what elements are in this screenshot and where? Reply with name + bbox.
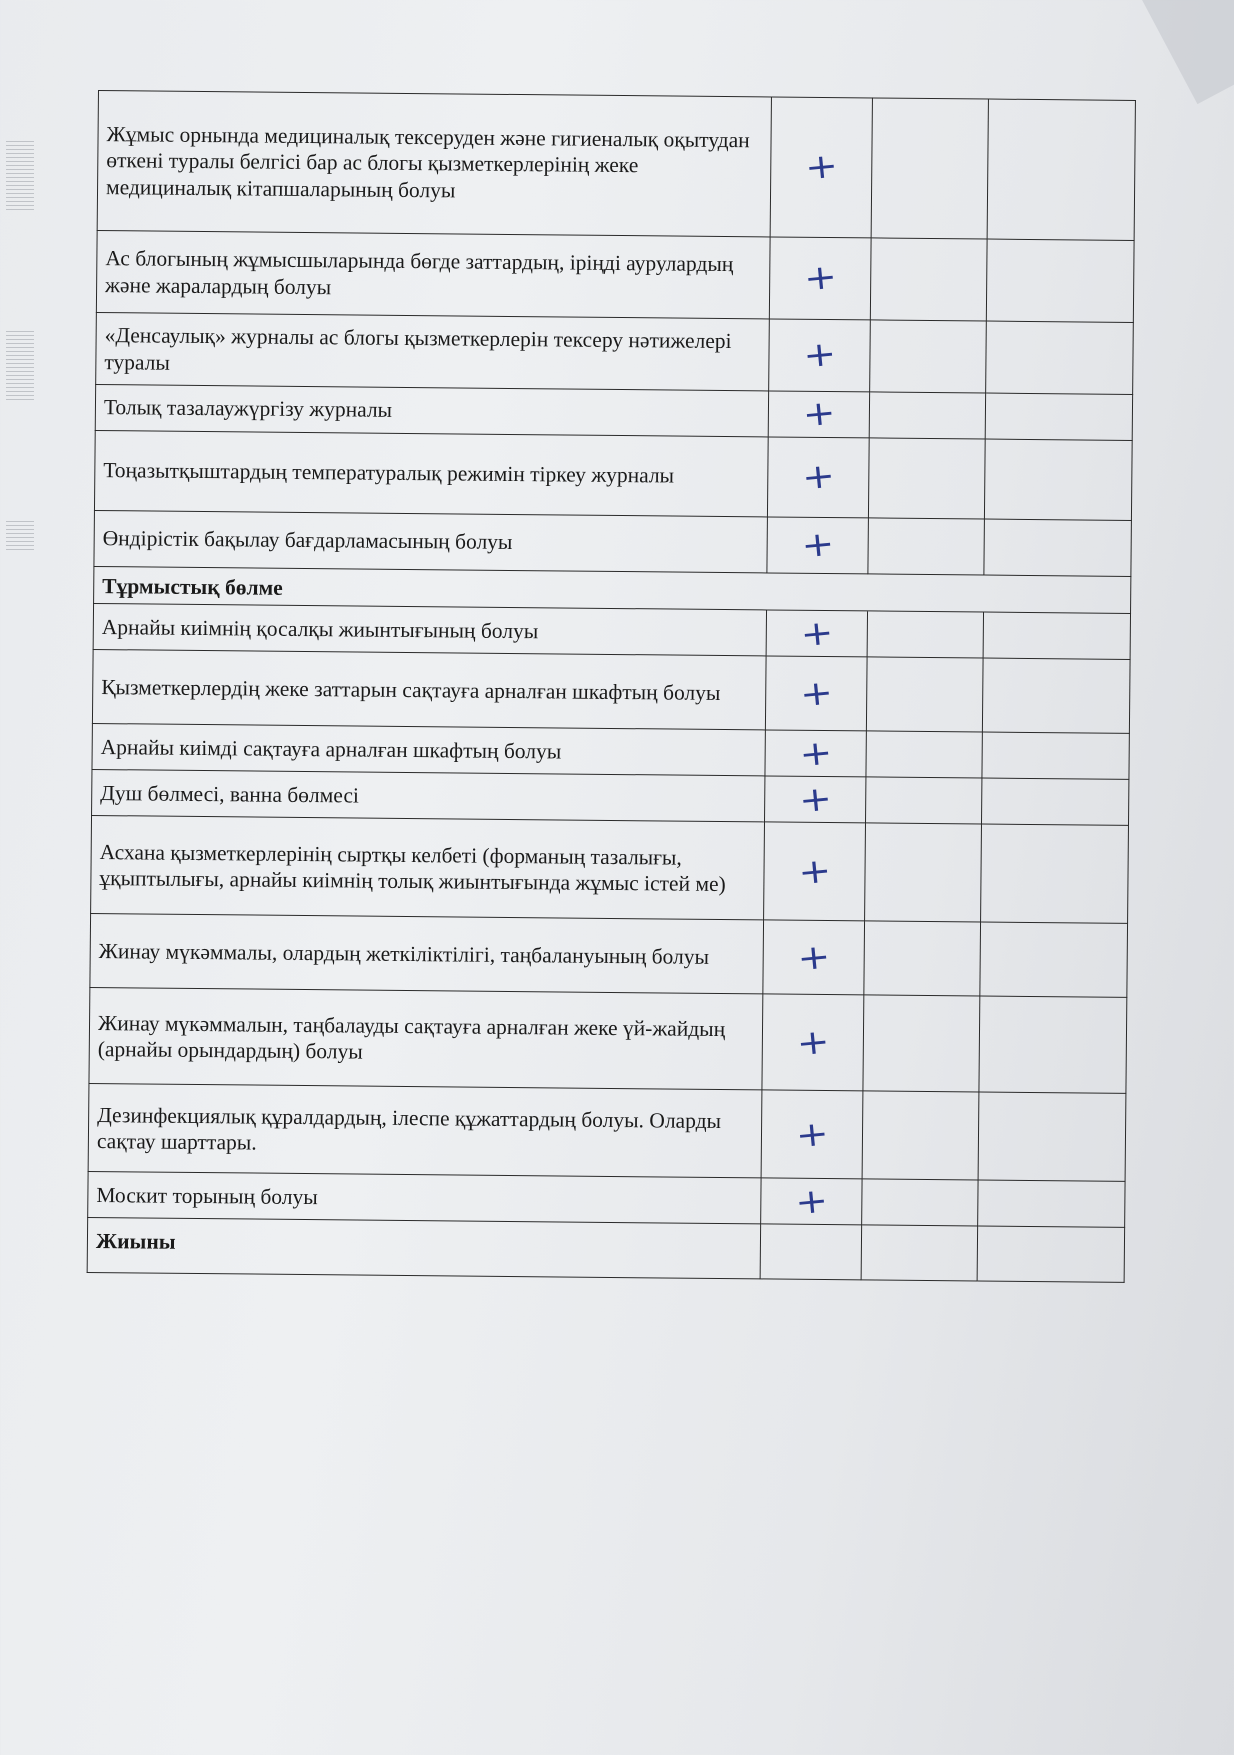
item-text: Дезинфекциялық құралдардың, ілеспе құжаттардың болуы. Оларды сақтау шарттары. — [88, 1084, 761, 1178]
item-text: Арнайы киімнің қосалқы жиынтығының болуы — [93, 604, 766, 656]
margin-binding-mark — [6, 520, 34, 550]
total-row — [87, 1218, 1124, 1283]
mark-cell — [769, 237, 871, 320]
empty-cell — [985, 439, 1133, 520]
item-text: Жинау мүкәммалы, олардың жеткіліктілігі, таңбалануының болуы — [90, 914, 763, 994]
empty-cell — [862, 1091, 979, 1180]
empty-cell — [978, 1092, 1126, 1181]
item-text: «Денсаулық» журналы ас блогы қызметкерлерін тексеру нәтижелері туралы — [96, 312, 769, 390]
table-row — [96, 312, 1134, 394]
item-text: Тоңазытқыштардың температуралық режимін тіркеу журналы — [94, 430, 767, 516]
empty-cell — [979, 996, 1127, 1093]
empty-cell — [871, 98, 988, 239]
plus-mark: + — [801, 256, 839, 300]
item-text: Жұмыс орнында медициналық тексеруден және гигиеналық оқытудан өткені туралы белгісі бар ас блогы қызметкерлерінің жеке медициналық кітапшаларының болуы — [97, 91, 771, 237]
margin-binding-mark — [6, 140, 34, 210]
mark-cell — [761, 994, 864, 1091]
item-text: Жинау мүкәммалын, таңбалауды сақтауға арналған жеке үй-жайдың (арнайы орындардың) болуы — [89, 988, 762, 1090]
empty-cell — [864, 921, 981, 996]
table-row — [89, 988, 1127, 1094]
plus-mark: + — [796, 778, 834, 821]
section-title: Тұрмыстық бөлме — [94, 566, 767, 610]
empty-cell — [869, 438, 986, 519]
empty-cell — [865, 823, 982, 922]
table-row — [96, 230, 1134, 322]
empty-cell — [867, 611, 983, 658]
mark-cell — [766, 610, 868, 657]
empty-cell — [983, 658, 1131, 733]
empty-cell — [982, 778, 1129, 825]
item-text: Москит торының болуы — [88, 1172, 761, 1224]
mark-cell — [762, 920, 864, 995]
item-text: Өндірістік бақылау бағдарламасының болуы — [94, 510, 767, 572]
mark-cell — [763, 822, 866, 921]
empty-cell — [760, 1224, 862, 1280]
margin-binding-mark — [6, 330, 34, 400]
mark-cell — [768, 391, 870, 438]
table-row — [90, 914, 1128, 998]
empty-cell — [985, 393, 1132, 440]
empty-cell — [984, 575, 1131, 614]
mark-cell — [764, 730, 866, 777]
table-row — [97, 91, 1135, 241]
empty-cell — [977, 1226, 1124, 1283]
plus-mark: + — [797, 732, 834, 775]
item-text: Ас блогының жұмысшыларында бөгде заттардың, іріңді аурулардың және жаралардың болуы — [96, 230, 769, 318]
empty-cell — [870, 320, 987, 393]
empty-cell — [868, 574, 984, 612]
plus-mark: + — [799, 523, 836, 567]
mark-cell — [764, 776, 866, 823]
next-page-corner — [1141, 0, 1234, 104]
plus-mark: + — [801, 333, 838, 377]
item-text: Арнайы киімді сақтауға арналған шкафтың болуы — [92, 724, 765, 776]
empty-cell — [981, 824, 1129, 923]
table-row — [88, 1084, 1126, 1182]
inspection-checklist-table — [87, 90, 1136, 1283]
item-text: Асхана қызметкерлерінің сыртқы келбеті (форманың тазалығы, ұқыптылығы, арнайы киімнің толық жиынтығында жұмыс істей ме) — [91, 816, 764, 920]
empty-cell — [867, 657, 984, 732]
total-label: Жиыны — [87, 1218, 760, 1280]
plus-mark: + — [799, 455, 837, 499]
plus-mark: + — [796, 850, 833, 893]
plus-mark: + — [795, 936, 832, 979]
mark-cell — [768, 319, 870, 392]
empty-cell — [983, 612, 1130, 659]
empty-cell — [861, 1225, 978, 1281]
table-row — [94, 430, 1132, 520]
mark-cell — [766, 517, 868, 574]
plus-mark: + — [794, 1021, 831, 1064]
empty-cell — [984, 519, 1131, 576]
mark-cell — [760, 1178, 862, 1225]
empty-cell — [870, 238, 987, 321]
plus-mark: + — [797, 672, 835, 715]
empty-cell — [866, 731, 982, 778]
plus-mark: + — [798, 612, 835, 655]
item-text: Душ бөлмесі, ванна бөлмесі — [92, 770, 765, 822]
mark-cell — [761, 1090, 863, 1179]
empty-cell — [980, 922, 1128, 997]
empty-cell — [862, 1179, 978, 1226]
item-text: Қызметкерлердің жеке заттарын сақтауға арналған шкафтың болуы — [92, 650, 765, 730]
plus-mark: + — [800, 392, 837, 436]
mark-cell — [770, 97, 873, 238]
plus-mark: + — [802, 145, 840, 189]
table-row — [91, 816, 1129, 924]
table-row — [94, 510, 1131, 576]
empty-cell — [868, 518, 985, 575]
empty-cell — [978, 1180, 1125, 1227]
item-text: Толық тазалаужүргізу журналы — [95, 384, 768, 436]
empty-cell — [982, 732, 1129, 779]
empty-cell — [869, 392, 985, 439]
mark-cell — [767, 437, 869, 518]
empty-cell — [986, 321, 1134, 394]
empty-cell — [986, 239, 1134, 322]
empty-cell — [987, 99, 1135, 240]
plus-mark: + — [792, 1180, 830, 1223]
empty-cell — [866, 777, 982, 824]
plus-mark: + — [793, 1113, 831, 1156]
empty-cell — [863, 995, 980, 1092]
empty-cell — [766, 573, 868, 611]
mark-cell — [765, 656, 867, 731]
table-row — [92, 650, 1130, 734]
